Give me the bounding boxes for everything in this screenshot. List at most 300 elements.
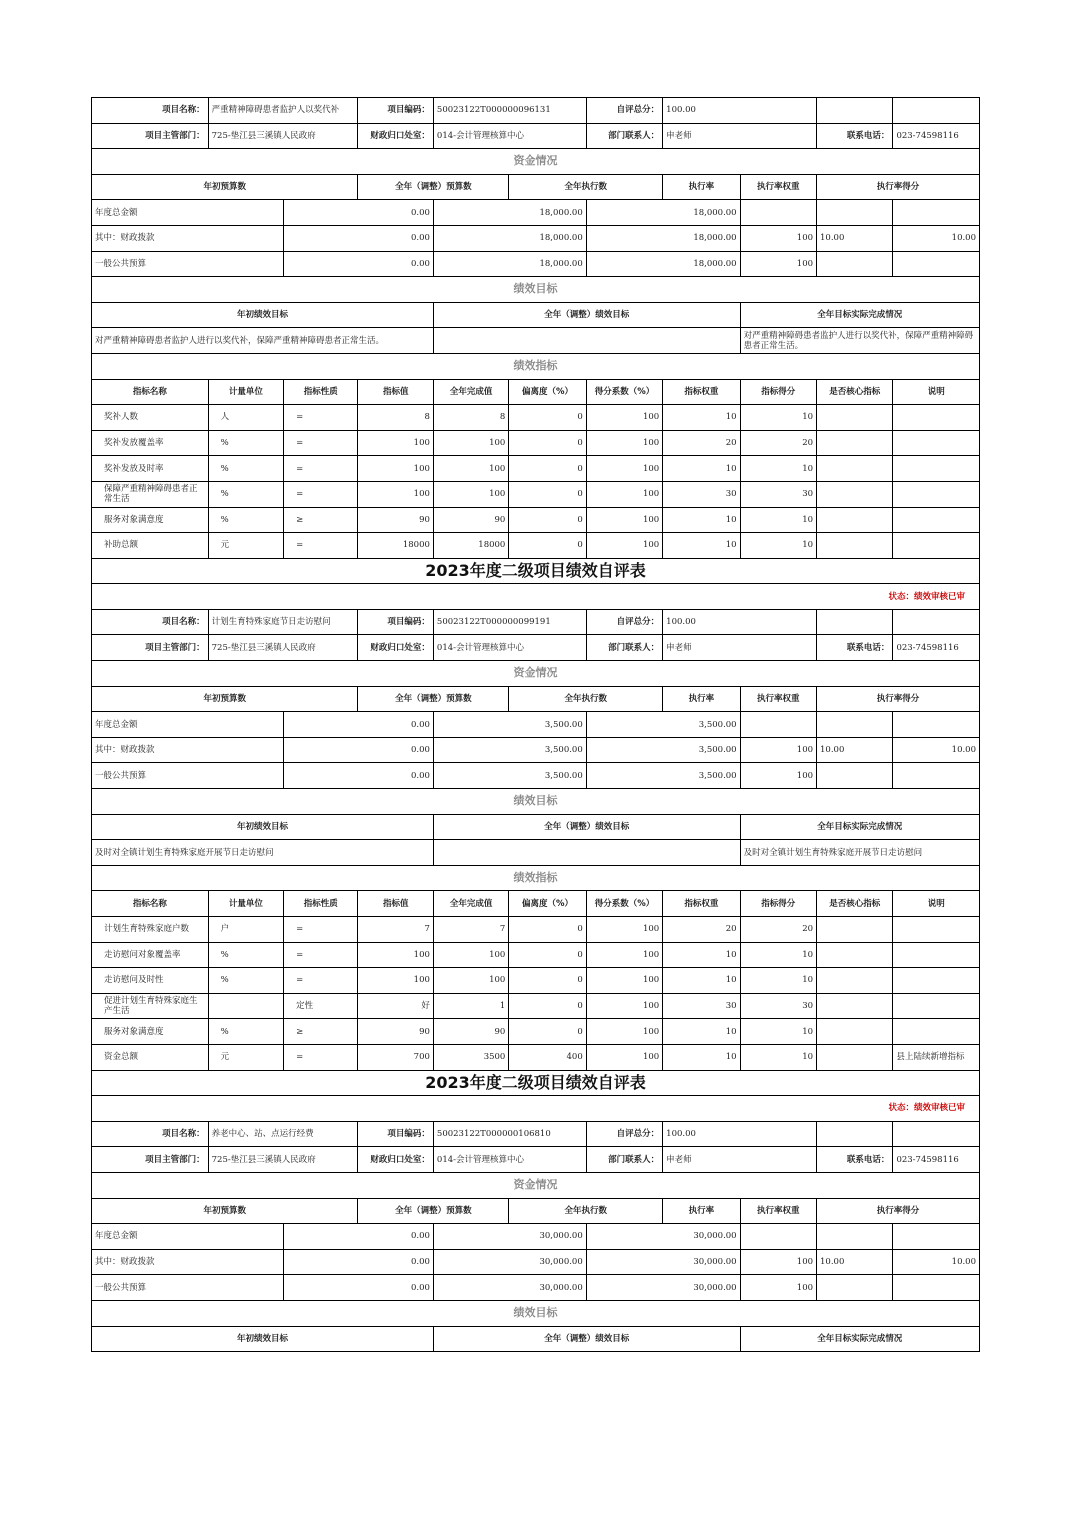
fund-row	[92, 1275, 980, 1301]
empty-cell	[817, 609, 893, 635]
project-name-row	[92, 1121, 980, 1147]
indicator-unit: 人	[208, 405, 283, 431]
indicator-core	[817, 456, 893, 482]
label-self-score: 自评总分：	[586, 609, 662, 635]
indicator-dev: 0	[509, 1019, 586, 1045]
indicator-target: 8	[358, 405, 433, 431]
indicator-col: 得分系数（%）	[586, 891, 662, 917]
indicator-unit: %	[208, 1019, 283, 1045]
fund-rate: 100	[740, 737, 816, 763]
indicator-coef: 100	[586, 942, 662, 968]
indicator-core	[817, 1019, 893, 1045]
fund-col-adj: 全年（调整）预算数	[358, 174, 509, 200]
indicator-dev: 0	[509, 968, 586, 994]
contact-person: 申老师	[663, 1147, 817, 1173]
indicator-weight: 10	[663, 1044, 740, 1070]
indicator-header-row	[92, 379, 980, 405]
finance-office: 014-会计管理核算中心	[433, 635, 586, 661]
indicator-dev: 0	[509, 456, 586, 482]
fund-row-label: 年度总金额	[92, 1224, 284, 1250]
goal-col-done: 全年目标实际完成情况	[740, 814, 979, 840]
empty-cell	[893, 609, 980, 635]
fund-col-init: 年初预算数	[92, 174, 358, 200]
indicator-col: 偏离度（%）	[509, 891, 586, 917]
fund-header-row	[92, 686, 980, 712]
indicator-col: 全年完成值	[433, 891, 508, 917]
fund-col-score: 执行率得分	[817, 174, 980, 200]
evaluation-table	[91, 97, 980, 1352]
indicator-row	[92, 917, 980, 943]
fund-rate	[740, 1224, 816, 1250]
indicator-done: 18000	[433, 533, 508, 559]
fund-exec: 3,500.00	[586, 763, 740, 789]
fund-section-row	[92, 149, 980, 175]
fund-row-label: 一般公共预算	[92, 763, 284, 789]
fund-col-weight: 执行率权重	[740, 1198, 816, 1224]
contact-person: 申老师	[663, 635, 817, 661]
goal-done: 对严重精神障碍患者监护人进行以奖代补，保障严重精神障碍患者正常生活。	[740, 328, 979, 354]
indicator-note	[893, 1019, 980, 1045]
indicator-score: 10	[740, 507, 816, 533]
indicator-unit	[208, 993, 283, 1019]
fund-row	[92, 1224, 980, 1250]
goal-header-row	[92, 814, 980, 840]
indicator-coef: 100	[586, 481, 662, 507]
indicator-target: 100	[358, 430, 433, 456]
goal-col-done: 全年目标实际完成情况	[740, 302, 979, 328]
fund-row	[92, 737, 980, 763]
indicator-col: 计量单位	[208, 379, 283, 405]
fund-col-adj: 全年（调整）预算数	[358, 1198, 509, 1224]
fund-col-score: 执行率得分	[817, 686, 980, 712]
fund-adj: 30,000.00	[433, 1224, 586, 1250]
indicator-done: 100	[433, 430, 508, 456]
fund-col-score: 执行率得分	[817, 1198, 980, 1224]
label-contact: 部门联系人：	[586, 635, 662, 661]
label-project-name: 项目名称：	[92, 609, 209, 635]
indicator-name: 奖补人数	[92, 405, 209, 431]
indicator-unit: %	[208, 430, 283, 456]
fund-init: 0.00	[284, 1249, 434, 1275]
fund-init: 0.00	[284, 737, 434, 763]
empty-cell	[817, 98, 893, 124]
fund-header-row	[92, 174, 980, 200]
goal-header-row	[92, 1326, 980, 1352]
indicator-nature: =	[284, 917, 358, 943]
indicator-section-row	[92, 865, 980, 891]
indicator-name: 资金总额	[92, 1044, 209, 1070]
indicator-name: 补助总额	[92, 533, 209, 559]
fund-score: 10.00	[893, 737, 980, 763]
indicator-dev: 0	[509, 993, 586, 1019]
indicator-col: 说明	[893, 891, 980, 917]
goal-section-title: 绩效目标	[92, 277, 980, 303]
fund-row	[92, 1249, 980, 1275]
fund-adj: 18,000.00	[433, 200, 586, 226]
form-title-row	[92, 558, 980, 584]
indicator-col: 指标得分	[740, 891, 816, 917]
indicator-target: 100	[358, 968, 433, 994]
label-dept: 项目主管部门：	[92, 1147, 209, 1173]
indicator-score: 10	[740, 405, 816, 431]
fund-adj: 18,000.00	[433, 225, 586, 251]
dept: 725-垫江县三溪镇人民政府	[208, 635, 358, 661]
indicator-target: 18000	[358, 533, 433, 559]
goal-section-title: 绩效目标	[92, 789, 980, 815]
indicator-name: 走访慰问对象覆盖率	[92, 942, 209, 968]
indicator-name: 计划生育特殊家庭户数	[92, 917, 209, 943]
fund-adj: 18,000.00	[433, 251, 586, 277]
indicator-weight: 30	[663, 481, 740, 507]
indicator-weight: 10	[663, 1019, 740, 1045]
form-title: 2023年度二级项目绩效自评表	[92, 558, 980, 584]
finance-office: 014-会计管理核算中心	[433, 123, 586, 149]
fund-col-exec: 全年执行数	[509, 686, 663, 712]
status-row	[92, 584, 980, 610]
indicator-row	[92, 430, 980, 456]
indicator-done: 8	[433, 405, 508, 431]
indicator-coef: 100	[586, 1044, 662, 1070]
label-phone: 联系电话：	[817, 123, 893, 149]
indicator-done: 90	[433, 1019, 508, 1045]
phone: 023-74598116	[893, 1147, 980, 1173]
empty-cell	[817, 1121, 893, 1147]
project-name: 养老中心、站、点运行经费	[208, 1121, 358, 1147]
fund-rate: 100	[740, 763, 816, 789]
indicator-nature: =	[284, 533, 358, 559]
indicator-core	[817, 917, 893, 943]
indicator-name: 保障严重精神障碍患者正常生活	[92, 481, 209, 507]
goal-col-adj: 全年（调整）绩效目标	[433, 814, 740, 840]
fund-init: 0.00	[284, 763, 434, 789]
fund-weight	[817, 763, 893, 789]
fund-score	[893, 1275, 980, 1301]
indicator-unit: %	[208, 481, 283, 507]
label-project-code: 项目编码：	[358, 1121, 433, 1147]
indicator-name: 奖补发放及时率	[92, 456, 209, 482]
fund-row-label: 年度总金额	[92, 712, 284, 738]
indicator-coef: 100	[586, 993, 662, 1019]
indicator-note	[893, 942, 980, 968]
project-name-row	[92, 98, 980, 124]
fund-adj: 30,000.00	[433, 1275, 586, 1301]
fund-score: 10.00	[893, 225, 980, 251]
indicator-done: 90	[433, 507, 508, 533]
indicator-note: 县上陆续新增指标	[893, 1044, 980, 1070]
fund-rate: 100	[740, 1249, 816, 1275]
fund-exec: 30,000.00	[586, 1275, 740, 1301]
indicator-header-row	[92, 891, 980, 917]
indicator-nature: =	[284, 481, 358, 507]
fund-rate: 100	[740, 251, 816, 277]
indicator-row	[92, 1044, 980, 1070]
fund-row	[92, 225, 980, 251]
indicator-col: 是否核心指标	[817, 379, 893, 405]
fund-init: 0.00	[284, 1275, 434, 1301]
indicator-target: 100	[358, 942, 433, 968]
fund-row	[92, 200, 980, 226]
indicator-row	[92, 993, 980, 1019]
indicator-note	[893, 456, 980, 482]
indicator-target: 700	[358, 1044, 433, 1070]
fund-section-title: 资金情况	[92, 1172, 980, 1198]
indicator-weight: 10	[663, 507, 740, 533]
indicator-coef: 100	[586, 1019, 662, 1045]
indicator-score: 10	[740, 1019, 816, 1045]
indicator-nature: =	[284, 968, 358, 994]
label-project-code: 项目编码：	[358, 609, 433, 635]
fund-section-row	[92, 1172, 980, 1198]
indicator-weight: 10	[663, 942, 740, 968]
indicator-note	[893, 917, 980, 943]
indicator-score: 10	[740, 1044, 816, 1070]
indicator-dev: 0	[509, 507, 586, 533]
fund-row-label: 年度总金额	[92, 200, 284, 226]
fund-score	[893, 200, 980, 226]
indicator-weight: 10	[663, 533, 740, 559]
indicator-note	[893, 968, 980, 994]
indicator-col: 是否核心指标	[817, 891, 893, 917]
indicator-nature: =	[284, 942, 358, 968]
indicator-done: 100	[433, 942, 508, 968]
goal-init: 及时对全镇计划生育特殊家庭开展节日走访慰问	[92, 840, 434, 866]
label-self-score: 自评总分：	[586, 98, 662, 124]
fund-rate	[740, 200, 816, 226]
fund-weight: 10.00	[817, 737, 893, 763]
label-dept: 项目主管部门：	[92, 123, 209, 149]
indicator-coef: 100	[586, 456, 662, 482]
indicator-core	[817, 993, 893, 1019]
fund-weight	[817, 1275, 893, 1301]
indicator-target: 7	[358, 917, 433, 943]
self-score: 100.00	[663, 1121, 817, 1147]
goal-adj	[433, 840, 740, 866]
dept-row	[92, 635, 980, 661]
indicator-name: 奖补发放覆盖率	[92, 430, 209, 456]
indicator-unit: %	[208, 507, 283, 533]
indicator-score: 10	[740, 968, 816, 994]
indicator-row	[92, 456, 980, 482]
indicator-unit: %	[208, 968, 283, 994]
label-project-name: 项目名称：	[92, 98, 209, 124]
fund-header-row	[92, 1198, 980, 1224]
indicator-row	[92, 1019, 980, 1045]
indicator-score: 20	[740, 430, 816, 456]
fund-exec: 18,000.00	[586, 200, 740, 226]
indicator-name: 走访慰问及时性	[92, 968, 209, 994]
indicator-core	[817, 942, 893, 968]
fund-row-label: 其中：财政拨款	[92, 225, 284, 251]
goal-col-done: 全年目标实际完成情况	[740, 1326, 979, 1352]
goal-section-row	[92, 1300, 980, 1326]
fund-init: 0.00	[284, 200, 434, 226]
fund-section-row	[92, 661, 980, 687]
goal-row	[92, 840, 980, 866]
fund-rate: 100	[740, 1275, 816, 1301]
label-project-code: 项目编码：	[358, 98, 433, 124]
label-contact: 部门联系人：	[586, 123, 662, 149]
indicator-coef: 100	[586, 968, 662, 994]
indicator-col: 全年完成值	[433, 379, 508, 405]
fund-exec: 18,000.00	[586, 251, 740, 277]
indicator-score: 30	[740, 993, 816, 1019]
form-title: 2023年度二级项目绩效自评表	[92, 1070, 980, 1096]
indicator-core	[817, 1044, 893, 1070]
indicator-dev: 0	[509, 430, 586, 456]
label-self-score: 自评总分：	[586, 1121, 662, 1147]
indicator-dev: 0	[509, 917, 586, 943]
fund-init: 0.00	[284, 225, 434, 251]
fund-col-init: 年初预算数	[92, 1198, 358, 1224]
indicator-row	[92, 507, 980, 533]
phone: 023-74598116	[893, 123, 980, 149]
fund-exec: 30,000.00	[586, 1249, 740, 1275]
indicator-coef: 100	[586, 405, 662, 431]
indicator-score: 10	[740, 942, 816, 968]
fund-exec: 30,000.00	[586, 1224, 740, 1250]
contact-person: 申老师	[663, 123, 817, 149]
label-finance: 财政归口处室：	[358, 1147, 433, 1173]
indicator-weight: 30	[663, 993, 740, 1019]
label-dept: 项目主管部门：	[92, 635, 209, 661]
fund-col-rate: 执行率	[663, 686, 740, 712]
indicator-nature: =	[284, 405, 358, 431]
goal-col-init: 年初绩效目标	[92, 302, 434, 328]
fund-col-init: 年初预算数	[92, 686, 358, 712]
indicator-col: 指标性质	[284, 891, 358, 917]
fund-init: 0.00	[284, 251, 434, 277]
indicator-weight: 10	[663, 968, 740, 994]
indicator-weight: 10	[663, 456, 740, 482]
indicator-coef: 100	[586, 430, 662, 456]
indicator-target: 90	[358, 507, 433, 533]
indicator-core	[817, 968, 893, 994]
dept-row	[92, 1147, 980, 1173]
fund-col-rate: 执行率	[663, 174, 740, 200]
fund-score	[893, 1224, 980, 1250]
indicator-coef: 100	[586, 917, 662, 943]
label-project-name: 项目名称：	[92, 1121, 209, 1147]
indicator-note	[893, 507, 980, 533]
indicator-col: 偏离度（%）	[509, 379, 586, 405]
evaluation-sheet	[91, 97, 980, 1352]
indicator-row	[92, 481, 980, 507]
indicator-col: 指标得分	[740, 379, 816, 405]
indicator-unit: 元	[208, 1044, 283, 1070]
indicator-done: 100	[433, 968, 508, 994]
fund-init: 0.00	[284, 1224, 434, 1250]
indicator-core	[817, 430, 893, 456]
fund-col-adj: 全年（调整）预算数	[358, 686, 509, 712]
indicator-col: 指标性质	[284, 379, 358, 405]
status-badge: 状态：绩效审核已审	[92, 1096, 980, 1122]
indicator-dev: 0	[509, 405, 586, 431]
label-finance: 财政归口处室：	[358, 635, 433, 661]
label-finance: 财政归口处室：	[358, 123, 433, 149]
fund-row	[92, 763, 980, 789]
fund-weight: 10.00	[817, 225, 893, 251]
indicator-target: 好	[358, 993, 433, 1019]
fund-row-label: 一般公共预算	[92, 1275, 284, 1301]
project-code: 50023122T000000106810	[433, 1121, 586, 1147]
indicator-col: 计量单位	[208, 891, 283, 917]
goal-header-row	[92, 302, 980, 328]
label-contact: 部门联系人：	[586, 1147, 662, 1173]
indicator-section-row	[92, 353, 980, 379]
indicator-row	[92, 405, 980, 431]
indicator-row	[92, 968, 980, 994]
indicator-done: 100	[433, 481, 508, 507]
fund-col-weight: 执行率权重	[740, 686, 816, 712]
project-name: 计划生育特殊家庭节日走访慰问	[208, 609, 358, 635]
indicator-unit: 户	[208, 917, 283, 943]
indicator-col: 指标名称	[92, 379, 209, 405]
indicator-core	[817, 533, 893, 559]
fund-row-label: 其中：财政拨款	[92, 737, 284, 763]
indicator-nature: =	[284, 1044, 358, 1070]
indicator-name: 服务对象满意度	[92, 507, 209, 533]
goal-section-row	[92, 277, 980, 303]
label-phone: 联系电话：	[817, 635, 893, 661]
dept: 725-垫江县三溪镇人民政府	[208, 123, 358, 149]
indicator-col: 指标权重	[663, 379, 740, 405]
status-badge: 状态：绩效审核已审	[92, 584, 980, 610]
indicator-note	[893, 430, 980, 456]
fund-adj: 3,500.00	[433, 737, 586, 763]
goal-section-row	[92, 789, 980, 815]
indicator-dev: 0	[509, 942, 586, 968]
goal-section-title: 绩效目标	[92, 1300, 980, 1326]
indicator-dev: 0	[509, 533, 586, 559]
fund-exec: 18,000.00	[586, 225, 740, 251]
indicator-nature: =	[284, 456, 358, 482]
finance-office: 014-会计管理核算中心	[433, 1147, 586, 1173]
fund-rate	[740, 712, 816, 738]
empty-cell	[893, 98, 980, 124]
fund-adj: 30,000.00	[433, 1249, 586, 1275]
indicator-note	[893, 993, 980, 1019]
fund-adj: 3,500.00	[433, 763, 586, 789]
indicator-done: 100	[433, 456, 508, 482]
fund-section-title: 资金情况	[92, 661, 980, 687]
form-title-row	[92, 1070, 980, 1096]
indicator-col: 指标值	[358, 379, 433, 405]
indicator-col: 说明	[893, 379, 980, 405]
fund-exec: 3,500.00	[586, 737, 740, 763]
indicator-section-title: 绩效指标	[92, 865, 980, 891]
project-code: 50023122T000000096131	[433, 98, 586, 124]
indicator-weight: 20	[663, 430, 740, 456]
indicator-col: 指标名称	[92, 891, 209, 917]
project-name-row	[92, 609, 980, 635]
label-phone: 联系电话：	[817, 1147, 893, 1173]
indicator-weight: 10	[663, 405, 740, 431]
indicator-note	[893, 533, 980, 559]
fund-rate: 100	[740, 225, 816, 251]
indicator-col: 得分系数（%）	[586, 379, 662, 405]
fund-weight	[817, 1224, 893, 1250]
fund-weight	[817, 251, 893, 277]
dept-row	[92, 123, 980, 149]
self-score: 100.00	[663, 609, 817, 635]
self-score: 100.00	[663, 98, 817, 124]
fund-section-title: 资金情况	[92, 149, 980, 175]
goal-col-init: 年初绩效目标	[92, 1326, 434, 1352]
indicator-score: 10	[740, 456, 816, 482]
indicator-nature: ≥	[284, 1019, 358, 1045]
indicator-score: 30	[740, 481, 816, 507]
indicator-nature: ≥	[284, 507, 358, 533]
